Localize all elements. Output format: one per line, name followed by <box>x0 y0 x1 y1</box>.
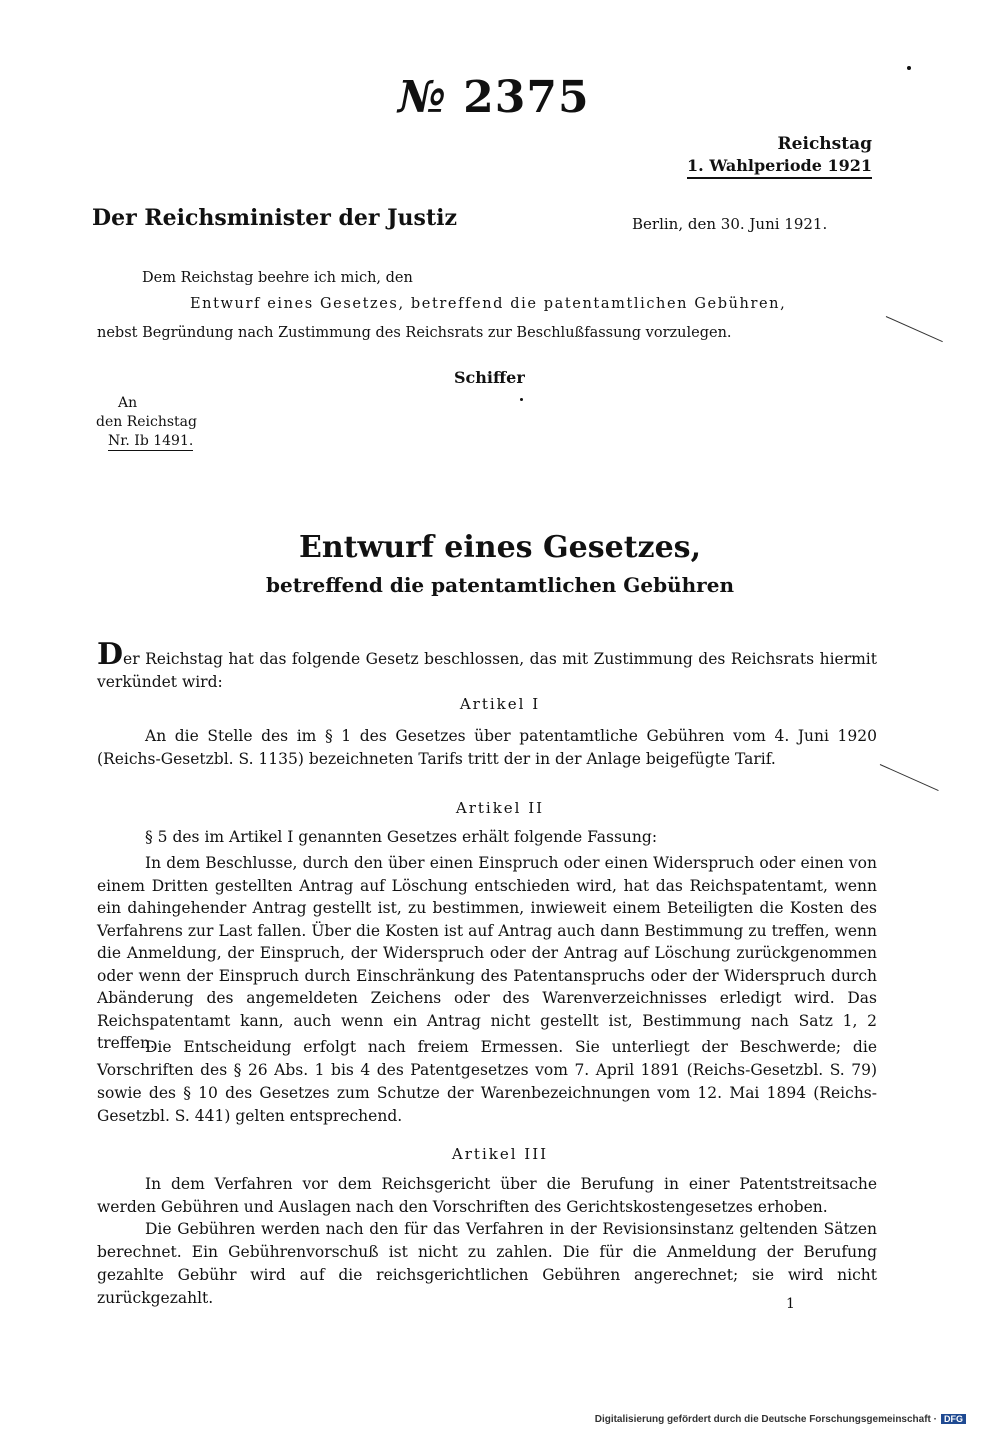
scan-speck <box>520 398 523 401</box>
addressee-block <box>96 394 197 451</box>
intro-paragraph <box>97 637 877 694</box>
reichstag-label: Reichstag <box>777 134 872 154</box>
number-sign: № <box>398 72 447 123</box>
article-3-paragraph-1: In dem Verfahren vor dem Reichsgericht über die Berufung in einer Patentstreitsache werden Gebühren und Auslagen nach den Vorschriften des Gerichtskostengesetzes erhoben. <box>97 1175 877 1216</box>
letter-line-2: Entwurf eines Gesetzes, betreffend die patentamtlichen Gebühren, <box>190 296 787 312</box>
article-2-intro: § 5 des im Artikel I genannten Gesetzes erhält folgende Fassung: <box>145 828 658 846</box>
article-2-paragraph-2: Die Entscheidung erfolgt nach freiem Ermessen. Sie unterliegt der Beschwerde; die Vorschriften des § 26 Abs. 1 bis 4 des Patentgesetzes vom 7. April 1891 (Reichs-Gesetzbl. S. 79) sowie des § 10 des Gesetzes zum Schutze der Warenbezeichnungen vom 12. Mai 1894 (Reichs-Gesetzbl. S. 441) gelten entsprechend. <box>97 1038 877 1125</box>
article-1-text: An die Stelle des im § 1 des Gesetzes über patentamtliche Gebühren vom 4. Juni 1920 (Reichs-Gesetzbl. S. 1135) bezeichneten Tarifs tritt der in der Anlage beigefügte Tarif. <box>97 727 877 768</box>
addressee-line-2: den Reichstag <box>96 414 197 430</box>
letter-line-3: nebst Begründung nach Zustimmung des Reichsrats zur Beschlußfassung vorzulegen. <box>97 325 732 341</box>
letter-line-1: Dem Reichstag beehre ich mich, den <box>142 270 413 286</box>
intro-text: er Reichstag hat das folgende Gesetz beschlossen, das mit Zustimmung des Reichsrats hiermit verkündet wird: <box>97 650 877 691</box>
scan-margin-mark <box>880 764 939 791</box>
article-3-paragraph-2: Die Gebühren werden nach den für das Verfahren in der Revisionsinstanz geltenden Sätzen berechnet. Ein Gebührenvorschuß ist nicht zu zahlen. Die für die Anmeldung der Berufung gezahlte Gebühr wird auf die reichsgerichtlichen Gebühren angerechnet; sie wird nicht zurückgezahlt. <box>97 1220 877 1307</box>
scan-margin-mark <box>886 316 943 342</box>
reichstag-box <box>687 134 872 179</box>
place-date: Berlin, den 30. Juni 1921. <box>632 215 828 233</box>
article-2-paragraph-1: In dem Beschlusse, durch den über einen Einspruch oder einen Widerspruch oder einen von einem Dritten gestellten Antrag auf Löschung entschieden wird, hat das Reichspatentamt, wenn ein dahingehender Antrag gestellt ist, zu bestimmen, inwieweit einem Beteiligten die Kosten des Verfahrens zur Last fallen. Über die Kosten ist auf Antrag auch dann Bestimmung zu treffen, wenn die Anmeldung, der Einspruch, der Widerspruch oder der Antrag auf Löschung zurückgenommen oder wenn der Einspruch durch Einschränkung des Patentanspruchs oder der Widerspruch durch Abänderung des angemeldeten Zeichens oder des Warenverzeichnisses erledigt wird. Das Reichspatentamt kann, auch wenn ein Antrag nicht gestellt ist, Bestimmung nach Satz 1, 2 treffen. <box>97 854 877 1052</box>
draft-title: Entwurf eines Gesetzes, <box>298 530 702 565</box>
drop-cap: D <box>97 637 124 672</box>
scan-speck <box>907 66 911 70</box>
signature: Schiffer <box>454 368 525 387</box>
draft-subtitle: betreffend die patentamtlichen Gebühren <box>266 573 734 597</box>
addressee-reference: Nr. Ib 1491. <box>108 433 194 449</box>
footer-text: Digitalisierung gefördert durch die Deutsche Forschungsgemeinschaft · <box>594 1414 937 1425</box>
page-number: 1 <box>786 1296 795 1312</box>
digitization-footer <box>595 1414 966 1425</box>
addressee-line-1: An <box>118 395 138 411</box>
minister-heading: Der Reichsminister der Justiz <box>92 205 457 231</box>
article-3-heading: Artikel III <box>451 1145 549 1163</box>
document-number <box>398 72 590 123</box>
article-2-heading: Artikel II <box>455 799 545 817</box>
legislative-period: 1. Wahlperiode 1921 <box>687 156 872 179</box>
document-number-value: 2375 <box>463 72 590 123</box>
article-1-heading: Artikel I <box>459 695 541 713</box>
dfg-logo: DFG <box>941 1414 966 1424</box>
